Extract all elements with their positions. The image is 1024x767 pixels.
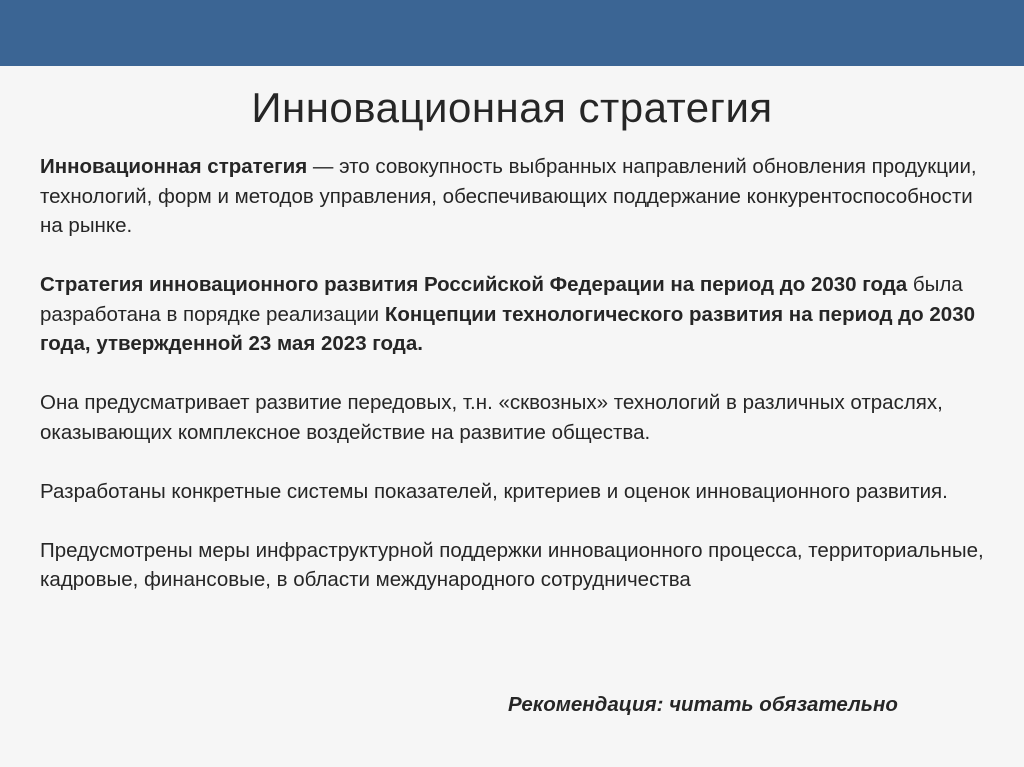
- slide-content: [40, 152, 990, 624]
- slide-title: Инновационная стратегия: [251, 84, 773, 131]
- recommendation-note: Рекомендация: читать обязательно: [508, 693, 898, 716]
- technologies-paragraph: Она предусматривает развитие передовых, т.н. «сквозных» технологий в различных отраслях, оказывающих комплексное воздействие на развитие общества.: [40, 391, 943, 444]
- strategy-name-bold: Стратегия инновационного развития Российской Федерации на период до 2030 года: [40, 273, 908, 296]
- header-bar: [0, 0, 1024, 66]
- term-bold: Инновационная стратегия: [40, 155, 308, 178]
- strategy-paragraph: [40, 270, 990, 359]
- definition-paragraph: [40, 152, 990, 241]
- strategy-middle-text: была разработана в порядке реализации: [40, 273, 963, 326]
- concept-bold: Концепции технологического развития на период до 2030 года, утвержденной 23 мая 2023 года.: [40, 302, 975, 355]
- indicators-paragraph: Разработаны конкретные системы показателей, критериев и оценок инновационного развития.: [40, 479, 948, 503]
- support-measures-paragraph: Предусмотрены меры инфраструктурной поддержки инновационного процесса, территориальные, кадровые, финансовые, в области международного сотрудничества: [40, 538, 984, 591]
- definition-text: — это совокупность выбранных направлений обновления продукции, технологий, форм и методов управления, обеспечивающих поддержание конкурентоспособности на рынке.: [40, 155, 977, 237]
